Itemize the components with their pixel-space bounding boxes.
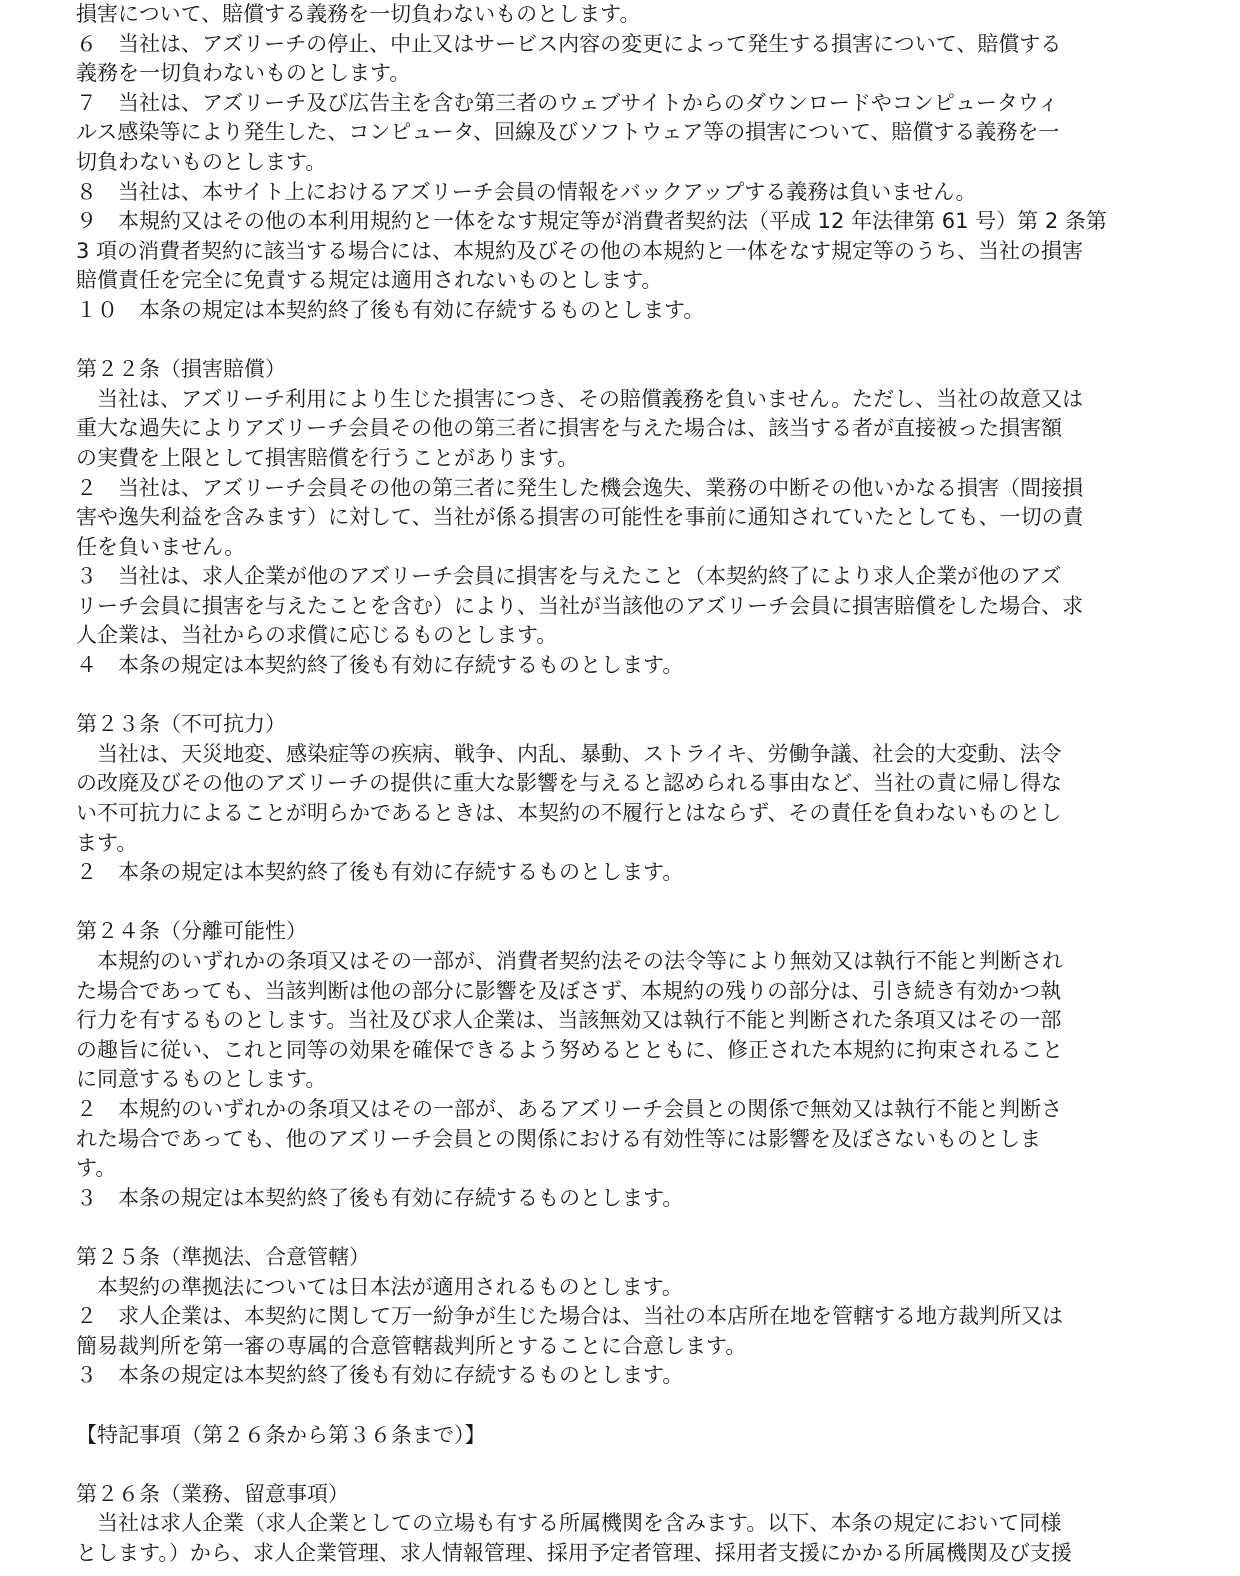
article-23-line: 当社は、天災地変、感染症等の疾病、戦争、内乱、暴動、ストライキ、労働争議、社会的大変動、法令 (76, 741, 1062, 766)
article-21-line: 切負わないものとします。 (76, 149, 327, 174)
article-24-heading: 第２４条（分離可能性） (76, 919, 307, 944)
article-22-line: 害や逸失利益を含みます）に対して、当社が係る損害の可能性を事前に通知されていたとしても、一切の責 (76, 505, 1084, 530)
article-25-line: ２ 求人企業は、本契約に関して万一紛争が生じた場合は、当社の本店所在地を管轄する地方裁判所又は (76, 1304, 1063, 1329)
article-24-line: の趣旨に従い、これと同等の効果を確保できるよう努めるとともに、修正された本規約に拘束されること (76, 1037, 1063, 1062)
article-23-line: ２ 本条の規定は本契約終了後も有効に存続するものとします。 (76, 860, 684, 885)
paragraph-spacer (76, 1213, 1176, 1243)
article-24-line: れた場合であっても、他のアズリーチ会員との関係における有効性等には影響を及ぼさないものとしま (76, 1126, 1041, 1151)
article-22-line: 重大な過失によりアズリーチ会員その他の第三者に損害を与えた場合は、該当する者が直接被った損害額 (76, 416, 1063, 441)
article-24-line: た場合であっても、当該判断は他の部分に影響を及ぼさず、本規約の残りの部分は、引き続き有効かつ執 (76, 978, 1062, 1003)
article-21-line: 賠償責任を完全に免責する規定は適用されないものとします。 (76, 268, 663, 293)
article-24-line: す。 (76, 1156, 117, 1181)
paragraph-spacer (76, 681, 1176, 711)
article-22-line: ３ 当社は、求人企業が他のアズリーチ会員に損害を与えたこと（本契約終了により求人企業が他のアズ (76, 564, 1062, 589)
article-24-line: 行力を有するものとします。当社及び求人企業は、当該無効又は執行不能と判断された条項又はその一部 (76, 1008, 1062, 1033)
article-21-line: ルス感染等により発生した、コンピュータ、回線及びソフトウェア等の損害について、賠償する義務を一 (76, 120, 1060, 145)
article-25-line: 簡易裁判所を第一審の専属的合意管轄裁判所とすることに合意します。 (76, 1333, 747, 1358)
article-21-line: １０ 本条の規定は本契約終了後も有効に存続するものとします。 (76, 297, 705, 322)
article-21-line: 義務を一切負わないものとします。 (76, 61, 411, 86)
article-23-line: の改廃及びその他のアズリーチの提供に重大な影響を与えると認められる事由など、当社の責に帰し得な (76, 771, 1063, 796)
article-26-line: 当社は求人企業（求人企業としての立場も有する所属機関を含みます。以下、本条の規定において同様 (76, 1511, 1062, 1536)
article-22-line: の実費を上限として損害賠償を行うことがあります。 (76, 445, 579, 470)
article-26-heading: 第２６条（業務、留意事項） (76, 1481, 349, 1506)
special-section-heading: 【特記事項（第２６条から第３６条まで）】 (76, 1422, 486, 1447)
article-21-line: 損害について、賠償する義務を一切負わないものとします。 (76, 2, 641, 26)
article-21-line: ９ 本規約又はその他の本利用規約と一体をなす規定等が消費者契約法（平成 12 年法律第 61 号）第 2 条第 (76, 209, 1107, 234)
article-21-line: ８ 当社は、本サイト上におけるアズリーチ会員の情報をバックアップする義務は負いません。 (76, 179, 977, 204)
article-25-line: ３ 本条の規定は本契約終了後も有効に存続するものとします。 (76, 1363, 684, 1388)
article-25-heading: 第２５条（準拠法、合意管轄） (76, 1244, 370, 1269)
article-24-line: ２ 本規約のいずれかの条項又はその一部が、あるアズリーチ会員との関係で無効又は執行不能と判断さ (76, 1096, 1063, 1121)
article-22-line: 人企業は、当社からの求償に応じるものとします。 (76, 623, 558, 648)
article-24-line: 本規約のいずれかの条項又はその一部が、消費者契約法その法令等により無効又は執行不能と判断され (76, 949, 1063, 973)
article-24-line: ３ 本条の規定は本契約終了後も有効に存続するものとします。 (76, 1185, 684, 1210)
paragraph-spacer (76, 326, 1176, 356)
article-22-line: 任を負いません。 (76, 534, 246, 559)
article-22-heading: 第２２条（損害賠償） (76, 357, 286, 382)
paragraph-spacer (76, 1391, 1176, 1421)
article-25-line: 本契約の準拠法については日本法が適用されるものとします。 (76, 1274, 683, 1299)
article-21-line: ６ 当社は、アズリーチの停止、中止又はサービス内容の変更によって発生する損害について、賠償する (76, 31, 1062, 56)
article-23-line: い不可抗力によることが明らかであるときは、本契約の不履行とはならず、その責任を負わないものとし (76, 801, 1062, 826)
article-22-line: 当社は、アズリーチ利用により生じた損害につき、その賠償義務を負いません。ただし、当社の故意又は (76, 386, 1084, 411)
terms-document (76, 0, 1176, 1568)
paragraph-spacer (76, 888, 1176, 918)
article-22-line: リーチ会員に損害を与えたことを含む）により、当社が当該他のアズリーチ会員に損害賠償をした場合、求 (76, 593, 1084, 618)
article-23-line: ます。 (76, 830, 138, 855)
article-22-line: ２ 当社は、アズリーチ会員その他の第三者に発生した機会逸失、業務の中断その他いかなる損害（間接損 (76, 475, 1084, 500)
article-21-line: ７ 当社は、アズリーチ及び広告主を含む第三者のウェブサイトからのダウンロードやコンピュータウィ (76, 90, 1059, 115)
article-24-line: に同意するものとします。 (76, 1067, 327, 1092)
paragraph-spacer (76, 1450, 1176, 1480)
article-21-line: 3 項の消費者契約に該当する場合には、本規約及びその他の本規約と一体をなす規定等のうち、当社の損害 (76, 238, 1084, 263)
article-26-line: とします。）から、求人企業管理、求人情報管理、採用予定者管理、採用者支援にかかる所属機関及び支援 (76, 1540, 1072, 1565)
article-22-line: ４ 本条の規定は本契約終了後も有効に存続するものとします。 (76, 653, 684, 678)
article-23-heading: 第２３条（不可抗力） (76, 712, 286, 737)
